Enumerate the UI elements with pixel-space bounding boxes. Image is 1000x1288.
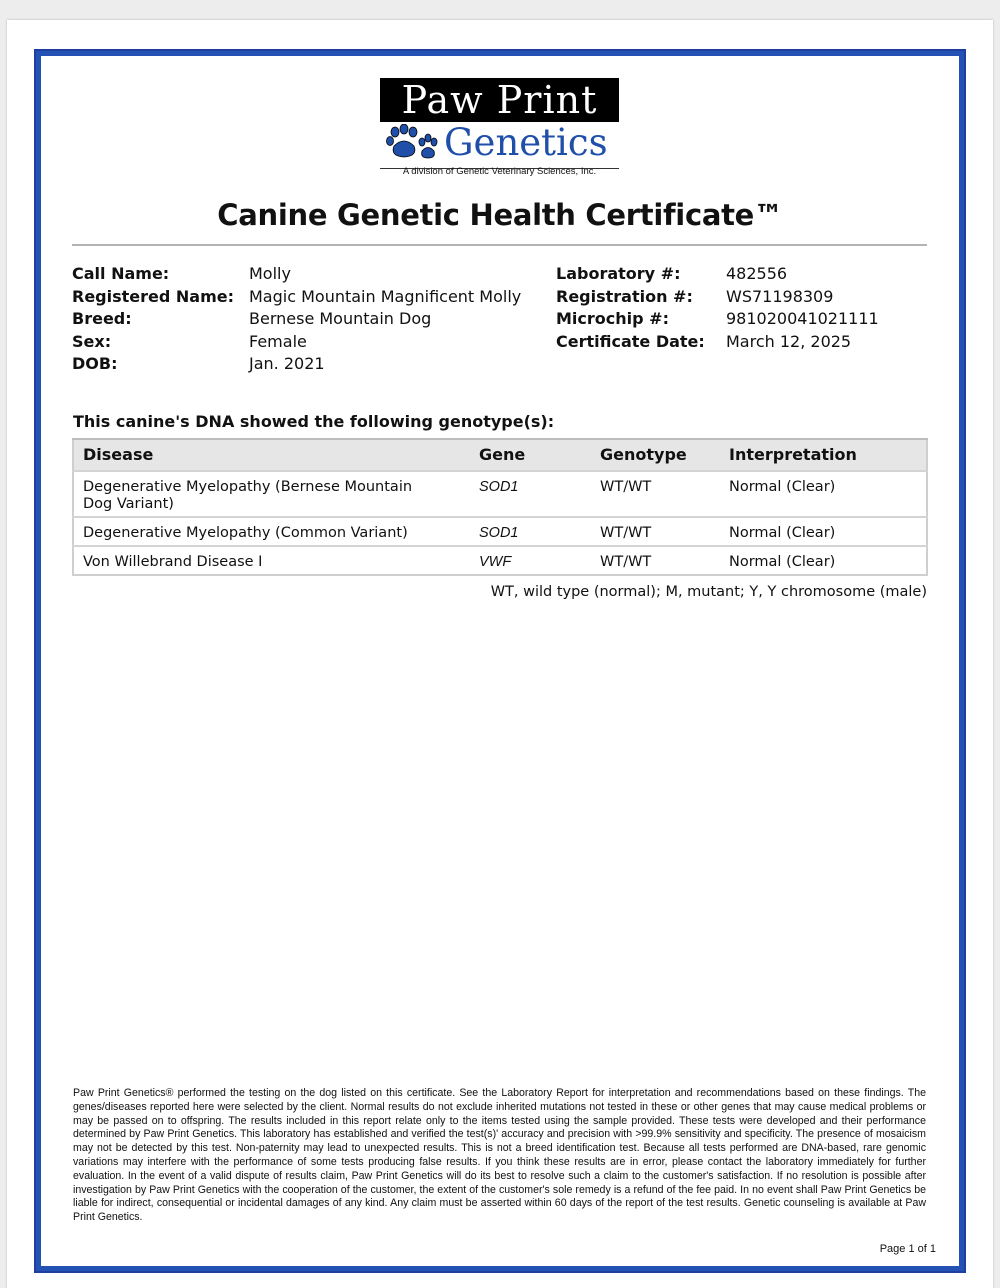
logo-genetics-text: Genetics bbox=[444, 121, 608, 164]
call-name-label: Call Name: bbox=[72, 264, 170, 283]
dob-value: Jan. 2021 bbox=[249, 354, 325, 373]
sex-value: Female bbox=[249, 332, 307, 351]
gene-cell: SOD1 bbox=[470, 517, 591, 546]
gene-cell: SOD1 bbox=[470, 471, 591, 517]
col-gene: Gene bbox=[470, 439, 591, 471]
table-row bbox=[73, 546, 927, 575]
genotype-heading: This canine's DNA showed the following genotype(s): bbox=[73, 412, 555, 431]
logo-subtitle: A division of Genetic Veterinary Sciences, Inc. bbox=[402, 166, 597, 177]
genotype-cell: WT/WT bbox=[591, 517, 720, 546]
genotype-legend: WT, wild type (normal); M, mutant; Y, Y chromosome (male) bbox=[490, 584, 927, 600]
breed-value: Bernese Mountain Dog bbox=[249, 309, 432, 328]
col-genotype: Genotype bbox=[591, 439, 720, 471]
col-disease: Disease bbox=[73, 439, 470, 471]
col-interpretation: Interpretation bbox=[720, 439, 927, 471]
registration-number-value: WS71198309 bbox=[726, 287, 834, 306]
laboratory-number-value: 482556 bbox=[726, 264, 788, 283]
microchip-number-value: 981020041021111 bbox=[726, 309, 879, 328]
sex-label: Sex: bbox=[72, 332, 112, 351]
call-name-value: Molly bbox=[249, 264, 291, 283]
logo-paw-print-text: Paw Print bbox=[380, 78, 619, 122]
table-header-row bbox=[73, 439, 927, 471]
interpretation-cell: Normal (Clear) bbox=[720, 471, 927, 517]
registered-name-value: Magic Mountain Magnificent Molly bbox=[249, 287, 522, 306]
disease-cell: Degenerative Myelopathy (Bernese Mountain Dog Variant) bbox=[73, 471, 470, 517]
table-row bbox=[73, 517, 927, 546]
certificate-title: Canine Genetic Health Certificate™ bbox=[217, 198, 783, 232]
interpretation-cell: Normal (Clear) bbox=[720, 546, 927, 575]
paw-print-genetics-logo bbox=[380, 78, 620, 182]
genotype-cell: WT/WT bbox=[591, 546, 720, 575]
genotype-cell: WT/WT bbox=[591, 471, 720, 517]
registration-number-label: Registration #: bbox=[556, 287, 693, 306]
breed-label: Breed: bbox=[72, 309, 132, 328]
certificate-date-value: March 12, 2025 bbox=[726, 332, 852, 351]
table-row bbox=[73, 471, 927, 517]
disclaimer-text: Paw Print Genetics® performed the testing on the dog listed on this certificate. See the Laboratory Report for interpretation and recommendations based on these findings. The genes/diseases reported here were selected by the client. Normal results do not exclude inherited mutations not tested in these or other genes that may cause medical problems or may be passed on to offspring. The results included in this report relate only to the items tested using the sample provided. These tests were developed and their performance determined by Paw Print Genetics. This laboratory has established and verified the test(s)' accuracy and precision with >99.9% sensitivity and specificity. The presence of mosaicism may not be detected by this test. Non-paternity may lead to unexpected results. This is not a breed identification test. Because all tests performed are DNA-based, rare genomic variations may interfere with the performance of some tests producing false results. If you think these results are in error, please contact the laboratory immediately for further evaluation. In the event of a valid dispute of results claim, Paw Print Genetics will do its best to resolve such a claim to the customer's satisfaction. If no resolution is possible after investigation by Paw Print Genetics with the cooperation of the customer, the extent of the customer's sole remedy is a refund of the fee paid. In no event shall Paw Print Genetics be liable for indirect, consequential or incidental damages of any kind. Any claim must be asserted within 60 days of the report of the test results. Genetic counseling is available at Paw Print Genetics. bbox=[73, 1087, 926, 1224]
microchip-number-label: Microchip #: bbox=[556, 309, 669, 328]
disease-cell: Von Willebrand Disease I bbox=[73, 546, 470, 575]
registered-name-label: Registered Name: bbox=[72, 287, 235, 306]
interpretation-cell: Normal (Clear) bbox=[720, 517, 927, 546]
page-number: Page 1 of 1 bbox=[879, 1243, 936, 1255]
dob-label: DOB: bbox=[72, 354, 118, 373]
title-divider bbox=[72, 244, 927, 246]
disease-cell: Degenerative Myelopathy (Common Variant) bbox=[73, 517, 470, 546]
genotype-table bbox=[72, 438, 928, 576]
laboratory-number-label: Laboratory #: bbox=[556, 264, 681, 283]
gene-cell: VWF bbox=[470, 546, 591, 575]
paw-print-icon bbox=[382, 124, 440, 164]
certificate-date-label: Certificate Date: bbox=[556, 332, 705, 351]
